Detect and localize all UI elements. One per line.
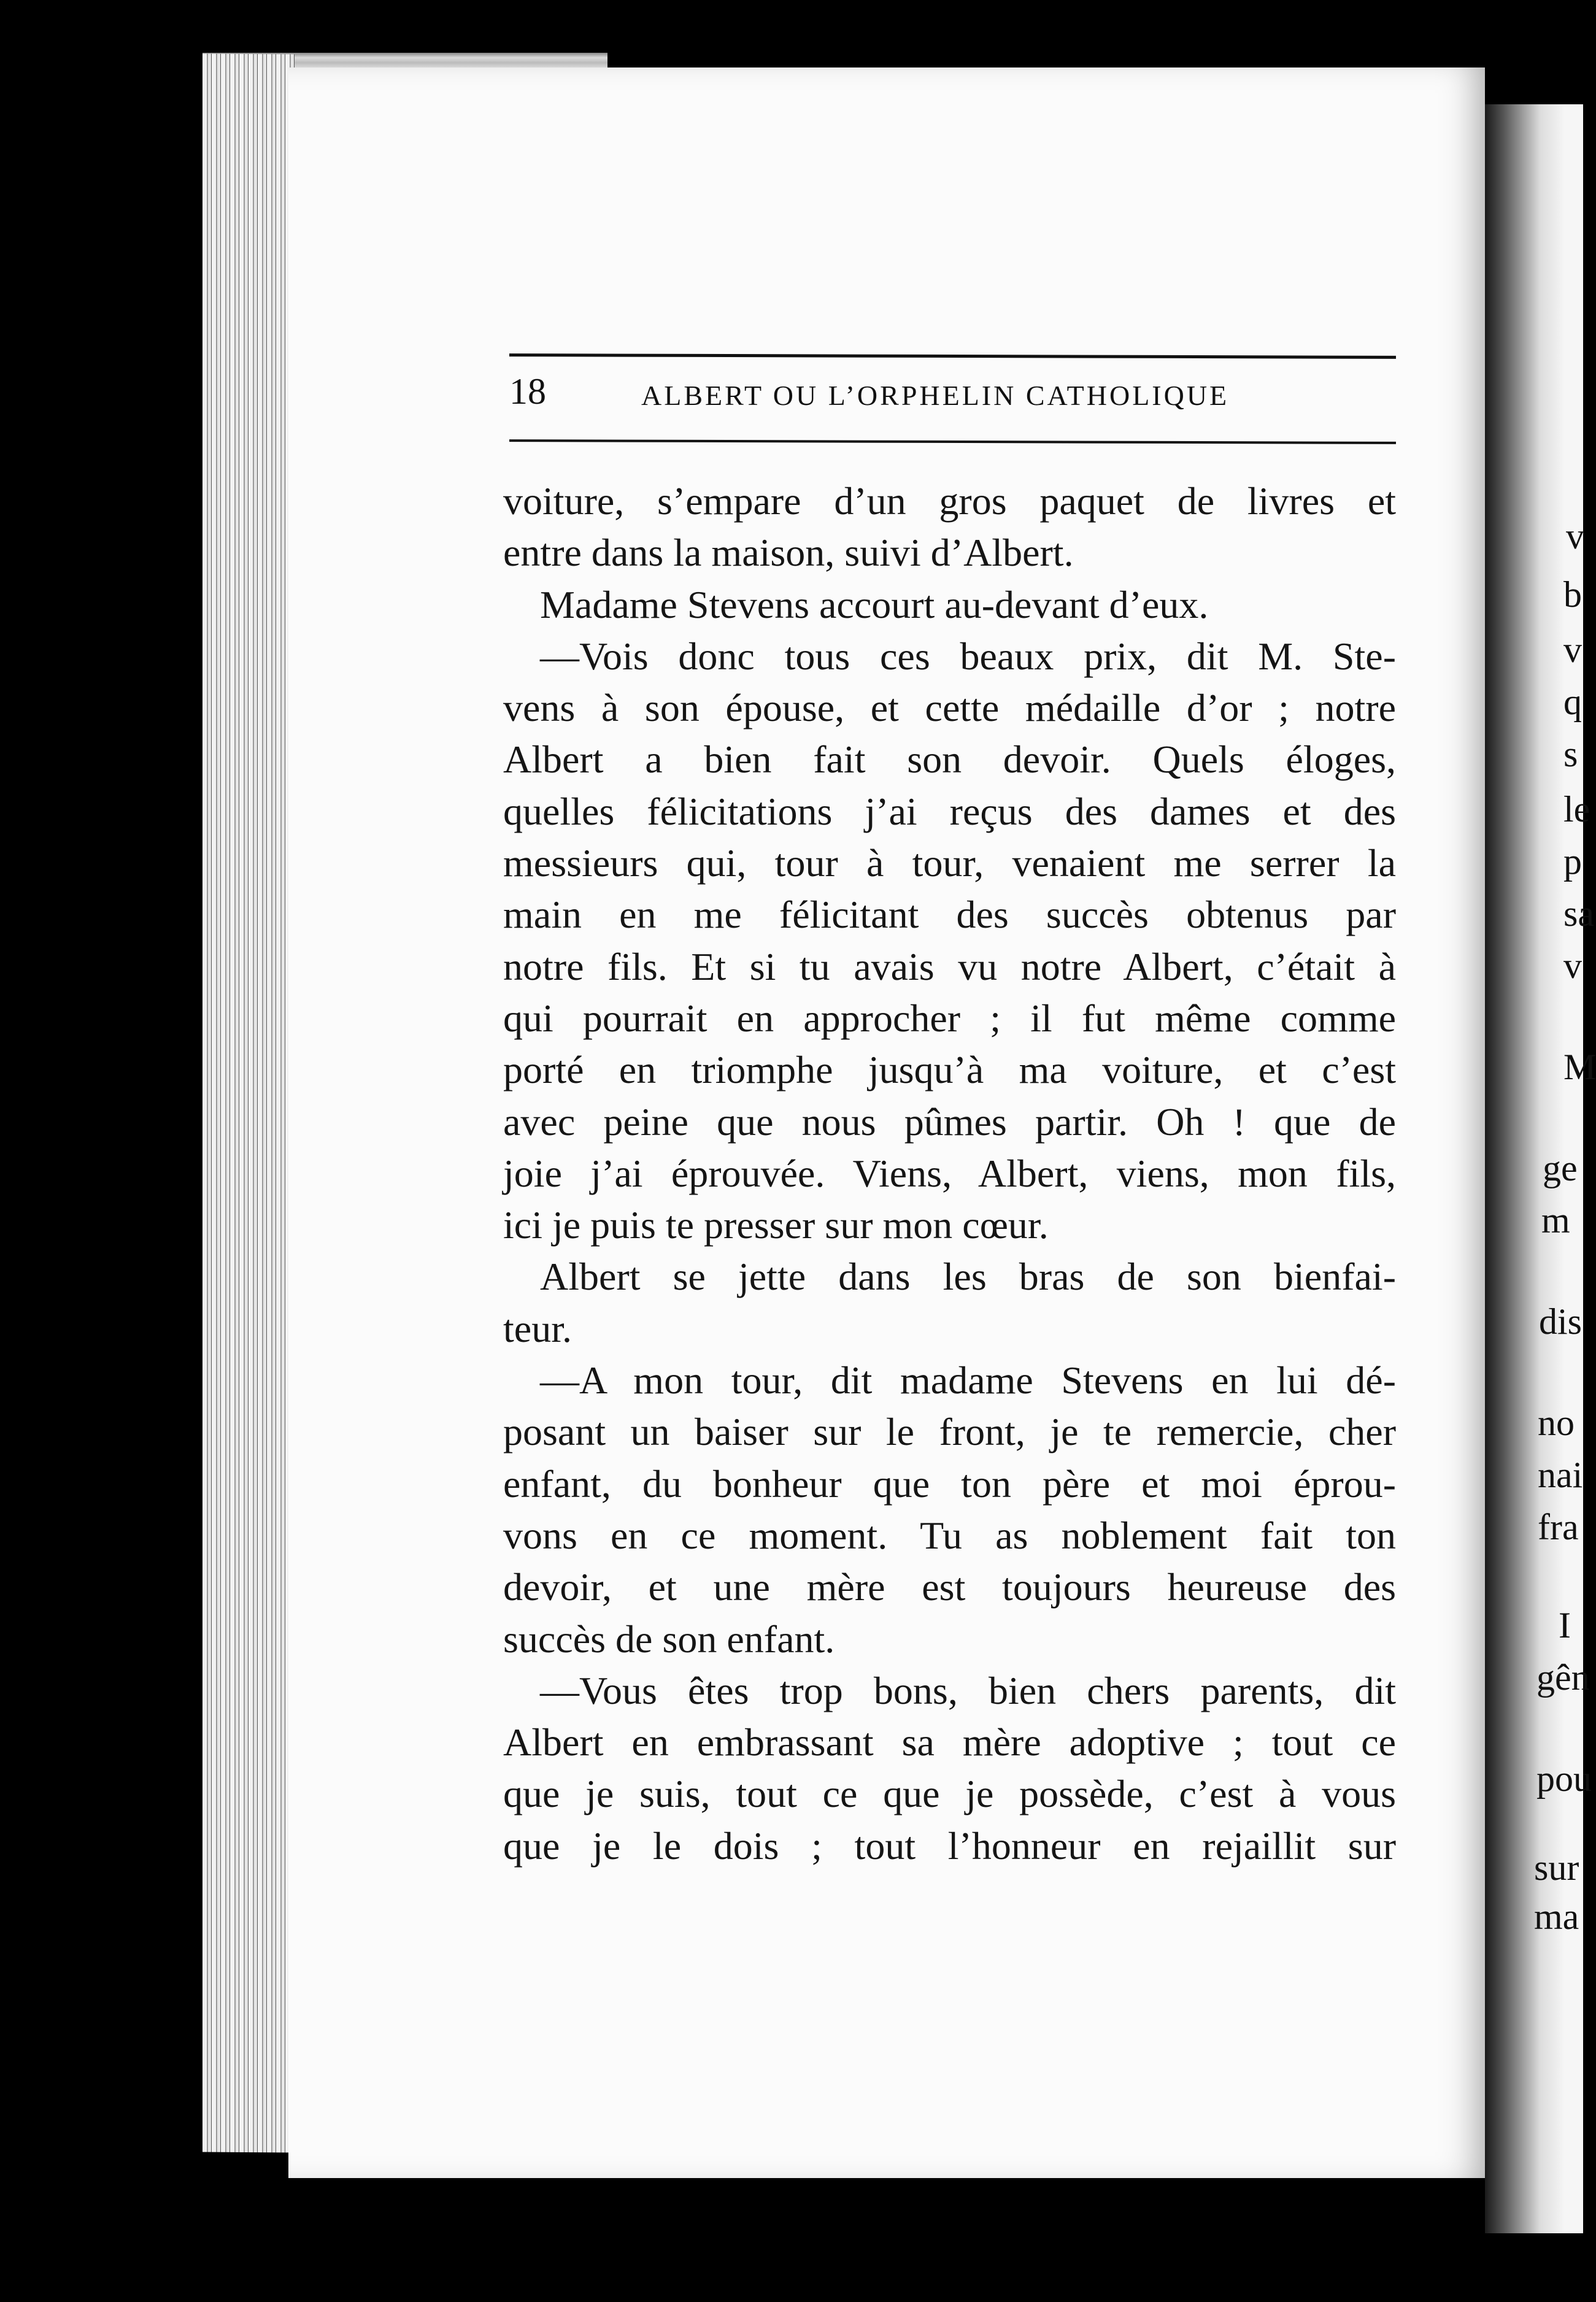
text-line: entre dans la maison, suivi d’Albert. bbox=[503, 531, 1074, 575]
adjacent-page-fragment: fra bbox=[1538, 1507, 1579, 1547]
adjacent-page-fragment: nai bbox=[1538, 1455, 1583, 1495]
text-line: ici je puis te presser sur mon cœur. bbox=[503, 1203, 1049, 1247]
adjacent-page-fragment: m bbox=[1541, 1200, 1570, 1241]
adjacent-page-fragment: I bbox=[1559, 1605, 1571, 1646]
text-line: quelles félicitations j’ai reçus des dames et des bbox=[503, 789, 1396, 833]
text-line: succès de son enfant. bbox=[503, 1617, 835, 1661]
adjacent-page-fragment: ge bbox=[1543, 1148, 1578, 1188]
text-line: devoir, et une mère est toujours heureuse des bbox=[503, 1565, 1396, 1609]
text-line: Albert se jette dans les bras de son bienfai- bbox=[540, 1255, 1396, 1299]
text-line: —Vous êtes trop bons, bien chers parents, dit bbox=[540, 1668, 1396, 1712]
text-line: Madame Stevens accourt au-devant d’eux. bbox=[540, 582, 1209, 626]
adjacent-page-fragment: no bbox=[1538, 1403, 1575, 1443]
text-line: Albert en embrassant sa mère adoptive ; tout ce bbox=[503, 1720, 1396, 1765]
adjacent-page-fragment: v bbox=[1566, 516, 1584, 556]
text-line: Albert a bien fait son devoir. Quels éloges, bbox=[503, 737, 1396, 782]
text-line: porté en triomphe jusqu’à ma voiture, et c’est bbox=[503, 1048, 1396, 1092]
adjacent-page-fragment: M bbox=[1563, 1047, 1596, 1087]
text-line: —A mon tour, dit madame Stevens en lui dé- bbox=[540, 1358, 1396, 1403]
page-number: 18 bbox=[509, 371, 546, 412]
page-body-text bbox=[503, 475, 1396, 1872]
adjacent-page-fragment: dis bbox=[1539, 1301, 1583, 1342]
adjacent-page-fragment: le bbox=[1563, 789, 1590, 830]
text-line: main en me félicitant des succès obtenus par bbox=[503, 893, 1396, 937]
text-line: vons en ce moment. Tu as noblement fait ton bbox=[503, 1513, 1396, 1557]
text-line: —Vois donc tous ces beaux prix, dit M. Ste- bbox=[540, 634, 1396, 678]
adjacent-page-fragment: sur bbox=[1534, 1847, 1579, 1888]
text-line: vens à son épouse, et cette médaille d’or ; notre bbox=[503, 686, 1396, 730]
text-line: messieurs qui, tour à tour, venaient me serrer la bbox=[503, 841, 1396, 885]
text-line: posant un baiser sur le front, je te remercie, cher bbox=[503, 1410, 1396, 1454]
adjacent-page-fragment: gên bbox=[1536, 1657, 1590, 1698]
adjacent-page-fragment: s bbox=[1563, 734, 1578, 774]
adjacent-page-fragment: v bbox=[1563, 945, 1582, 986]
text-line: teur. bbox=[503, 1306, 572, 1350]
text-line: qui pourrait en approcher ; il fut même comme bbox=[503, 996, 1396, 1040]
text-line: avec peine que nous pûmes partir. Oh ! que de bbox=[503, 1099, 1396, 1144]
adjacent-page-fragment: pou bbox=[1536, 1758, 1592, 1799]
page-edges-stack bbox=[202, 53, 295, 2152]
text-line: enfant, du bonheur que ton père et moi éprou- bbox=[503, 1461, 1396, 1506]
adjacent-page-fragment: ma bbox=[1534, 1896, 1579, 1937]
text-line: que je le dois ; tout l’honneur en rejaillit sur bbox=[503, 1823, 1396, 1868]
adjacent-page-fragment: v bbox=[1563, 629, 1582, 670]
text-line: joie j’ai éprouvée. Viens, Albert, viens, mon fils, bbox=[503, 1151, 1396, 1195]
text-line: notre fils. Et si tu avais vu notre Albert, c’était à bbox=[503, 944, 1396, 988]
adjacent-page-fragment: sa bbox=[1563, 893, 1594, 934]
running-head bbox=[509, 367, 1301, 422]
adjacent-page-fragment: q bbox=[1563, 682, 1582, 722]
running-title: ALBERT OU L’ORPHELIN CATHOLIQUE bbox=[641, 380, 1230, 411]
adjacent-page-fragment: b bbox=[1563, 574, 1582, 615]
text-line: voiture, s’empare d’un gros paquet de livres et bbox=[503, 479, 1396, 523]
text-line: que je suis, tout ce que je possède, c’est à vous bbox=[503, 1772, 1396, 1816]
adjacent-page-fragment: p bbox=[1563, 841, 1582, 882]
